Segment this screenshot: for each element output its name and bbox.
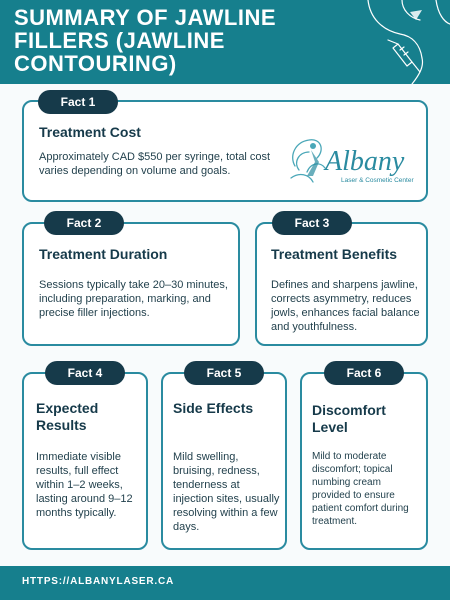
footer-bar [0,566,450,600]
fact-4-body: Immediate visible results, full effect within 1–2 weeks, lasting around 9–12 months typically. [36,451,133,519]
logo-tagline: Laser & Cosmetic Center [341,177,414,184]
fact-5-tag: Fact 5 [184,361,264,385]
fact-6-tag: Fact 6 [324,361,404,385]
fact-2-title: Treatment Duration [39,246,168,262]
logo-wordmark: Albany [325,146,405,177]
fact-2-body: Sessions typically take 20–30 minutes, including preparation, marking, and precise filler injections. [39,279,228,319]
fact-4-title: Expected Results [36,400,99,433]
fact-6-title: Discomfort Level [312,402,386,435]
header-banner [0,0,450,84]
fact-1-title: Treatment Cost [39,124,141,140]
fact-1-body: Approximately CAD $550 per syringe, total cost varies depending on volume and goals. [39,151,271,177]
fact-5-title: Side Effects [173,400,254,416]
page-title: SUMMARY OF JAWLINE FILLERS (JAWLINE CONTOURING) [14,5,277,76]
fact-6-body: Mild to moderate discomfort; topical numbing cream provided to ensure patient comfort during treatment. [312,451,409,527]
fact-3-body: Defines and sharpens jawline, corrects asymmetry, reduces jowls, enhances facial balance and youthfulness. [271,279,420,333]
face-syringe-illustration-icon [340,0,450,84]
fact-4-tag: Fact 4 [45,361,125,385]
albany-logo [285,132,425,190]
website-link[interactable]: HTTPS://ALBANYLASER.CA [22,576,175,587]
fact-3-title: Treatment Benefits [271,246,398,262]
fact-1-tag: Fact 1 [38,90,118,114]
fact-2-tag: Fact 2 [44,211,124,235]
fact-5-body: Mild swelling, bruising, redness, tenderness at injection sites, usually resolving within a few days. [173,451,280,533]
fact-3-tag: Fact 3 [272,211,352,235]
